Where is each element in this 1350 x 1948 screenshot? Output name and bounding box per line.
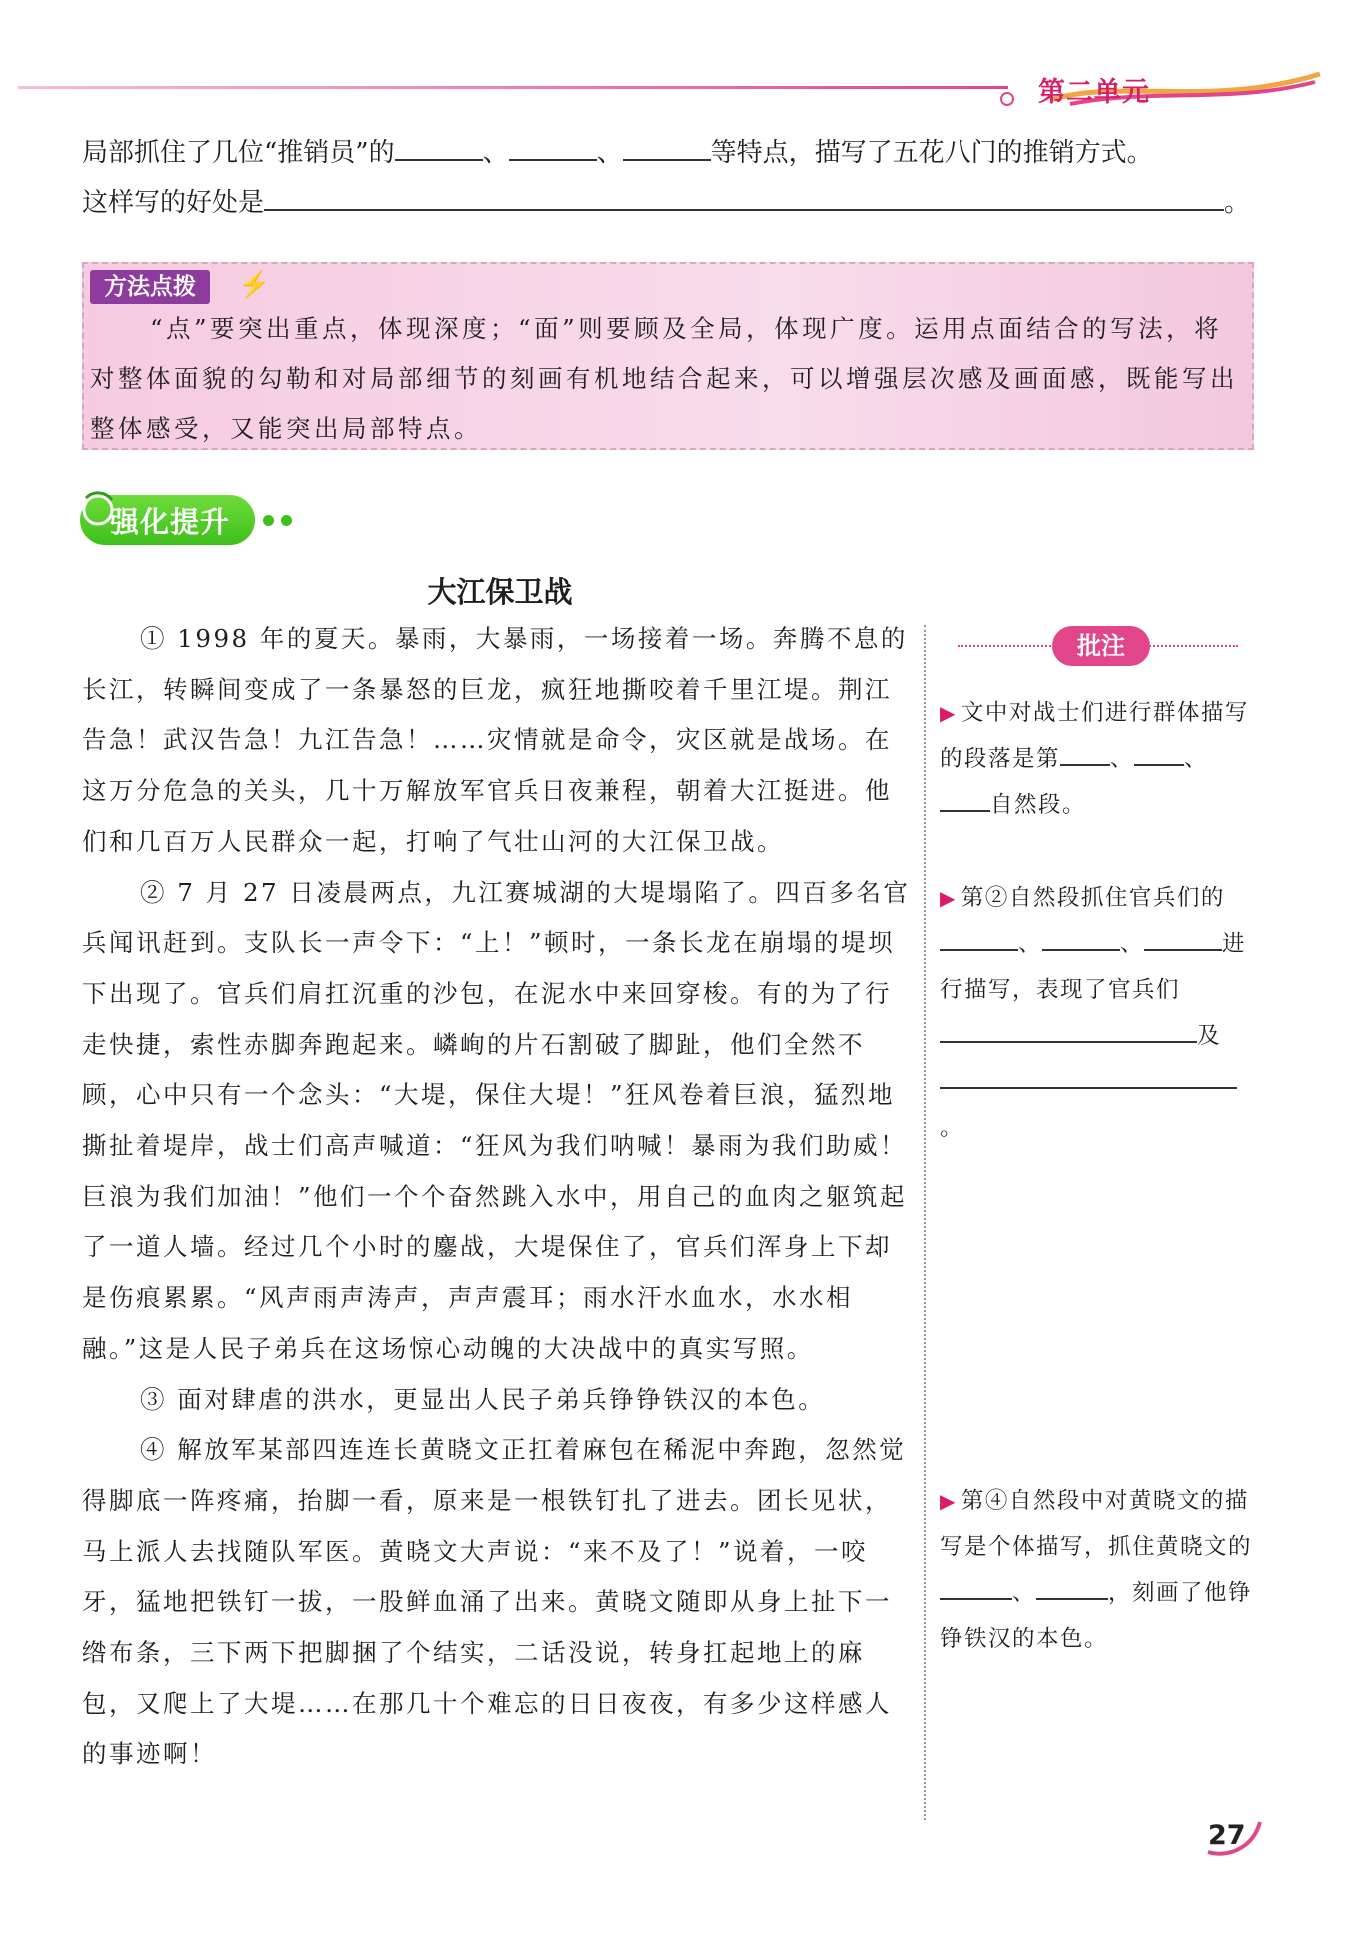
note-text: 进行描写，表现了官兵们 — [940, 931, 1247, 1003]
answer-blank[interactable] — [940, 1578, 1012, 1600]
note-text: ，刻画了他铮铮铁汉的本色。 — [940, 1580, 1253, 1652]
answer-blank[interactable] — [1022, 1021, 1197, 1043]
answer-blank[interactable] — [509, 137, 597, 161]
note-text: 第②自然段抓住官兵们的 — [960, 885, 1225, 911]
note-text: 自然段。 — [990, 792, 1087, 818]
note-text: 第④自然段中对黄晓文的描写是个体描写，抓住黄晓文的 — [940, 1488, 1253, 1560]
article-title: 大江保卫战 — [427, 575, 573, 609]
unit-title: 第二单元 — [1038, 77, 1150, 108]
answer-blank-long[interactable] — [264, 187, 1224, 211]
article-paragraph-1: ① 1998 年的夏天。暴雨，大暴雨，一场接着一场。奔腾不息的长江，转瞬间变成了一条暴怒的巨龙，疯狂地撕咬着千里江堤。荆江告急！武汉告急！九江告急！……灾情就是命令，灾区就是战场。在这万分危急的关头，几十万解放军官兵日夜兼程，朝着大江挺进。他们和几百万人民群众一起，打响了气壮山河的大江保卫战。 — [82, 624, 908, 856]
separator: 、 — [596, 138, 623, 168]
answer-blank[interactable] — [1042, 929, 1120, 951]
separator: 、 — [1184, 746, 1209, 772]
top-fill-paragraph — [82, 128, 1262, 228]
separator: 、 — [1012, 1580, 1037, 1606]
annotation-note-2 — [940, 875, 1255, 1151]
lightning-icon: ⚡ — [238, 270, 271, 300]
answer-blank[interactable] — [1144, 929, 1222, 951]
article-paragraph-2: ② 7 月 27 日凌晨两点，九江赛城湖的大堤塌陷了。四百多名官兵闻讯赶到。支队长一声令下：“上！”顿时，一条长龙在崩塌的堤坝下出现了。官兵们肩扛沉重的沙包，在泥水中来回穿梭。有的为了行走快捷，索性赤脚奔跑起来。嶙峋的片石割破了脚趾，他们全然不顾，心中只有一个念头：“大堤，保住大堤！”狂风卷着巨浪，猛烈地撕扯着堤岸，战士们高声喊道：“狂风为我们呐喊！暴雨为我们助威！巨浪为我们加油！”他们一个个奋然跳入水中，用自己的血肉之躯筑起了一道人墙。经过几个小时的鏖战，大堤保住了，官兵们浑身上下却是伤痕累累。“风声雨声涛声，声声震耳；雨水汗水血水，水水相融。”这是人民子弟兵在这场惊心动魄的大决战中的真实写照。 — [82, 877, 911, 1363]
note-text: 文中对战士们进行群体描写的段落是第 — [940, 700, 1249, 772]
answer-blank[interactable] — [940, 790, 990, 812]
top-line-1-text: 局部抓住了几位“推销员”的 — [82, 138, 395, 168]
method-label: 方法点拨 — [90, 270, 210, 304]
column-divider — [924, 625, 926, 1820]
separator: 、 — [1120, 931, 1145, 957]
article-paragraph-4: ④ 解放军某部四连连长黄晓文正扛着麻包在稀泥中奔跑，忽然觉得脚底一阵疼痛，抬脚一看，原来是一根铁钉扎了进去。团长见状，马上派人去找随队军医。黄晓文大声说：“来不及了！”说着，一咬牙，猛地把铁钉一拔，一股鲜血涌了出来。黄晓文随即从身上扯下一绺布条，三下两下把脚捆了个结实，二话没说，转身扛起地上的麻包，又爬上了大堤……在那几十个难忘的日日夜夜，有多少这样感人的事迹啊！ — [82, 1435, 907, 1769]
triangle-bullet-icon: ▶ — [940, 886, 957, 910]
answer-blank[interactable] — [940, 1067, 1052, 1089]
answer-blank[interactable] — [940, 929, 1018, 951]
answer-blank[interactable] — [395, 137, 483, 161]
answer-blank[interactable] — [1052, 1067, 1237, 1089]
answer-blank[interactable] — [940, 1021, 1022, 1043]
annotation-note-3 — [940, 1478, 1255, 1662]
badge-dot — [281, 515, 292, 526]
separator: 、 — [1110, 746, 1135, 772]
note-text: 及 — [1197, 1023, 1222, 1049]
method-tips-box — [82, 262, 1254, 450]
answer-blank[interactable] — [1036, 1578, 1108, 1600]
answer-blank[interactable] — [1060, 744, 1110, 766]
article-body — [82, 614, 912, 1780]
top-line-1-tail: 等特点，描写了五花八门的推销方式。 — [710, 138, 1153, 168]
triangle-bullet-icon: ▶ — [940, 701, 957, 725]
top-line-2-text: 这样写的好处是 — [82, 188, 265, 218]
header-dot — [1000, 92, 1014, 106]
triangle-bullet-icon: ▶ — [940, 1489, 957, 1513]
page-number: 27 — [1208, 1820, 1246, 1851]
period: 。 — [940, 1115, 965, 1141]
period: 。 — [1224, 188, 1251, 218]
article-paragraph-3: ③ 面对肆虐的洪水，更显出人民子弟兵铮铮铁汉的本色。 — [140, 1384, 826, 1414]
top-line-2 — [82, 178, 1262, 228]
annotation-note-1 — [940, 690, 1255, 828]
separator: 、 — [1018, 931, 1043, 957]
answer-blank[interactable] — [623, 137, 711, 161]
annotation-header: 批注 — [1052, 626, 1150, 666]
answer-blank[interactable] — [1134, 744, 1184, 766]
section-title: 强化提升 — [110, 505, 231, 539]
header-rule — [18, 86, 1008, 89]
badge-dot — [263, 515, 274, 526]
top-line-1 — [82, 128, 1262, 178]
separator: 、 — [482, 138, 509, 168]
method-text: “点”要突出重点，体现深度；“面”则要顾及全局，体现广度。运用点面结合的写法，将对整体面貌的勾勒和对局部细节的刻画有机地结合起来，可以增强层次感及画面感，既能写出整体感受，又能突出局部特点。 — [90, 314, 1238, 443]
